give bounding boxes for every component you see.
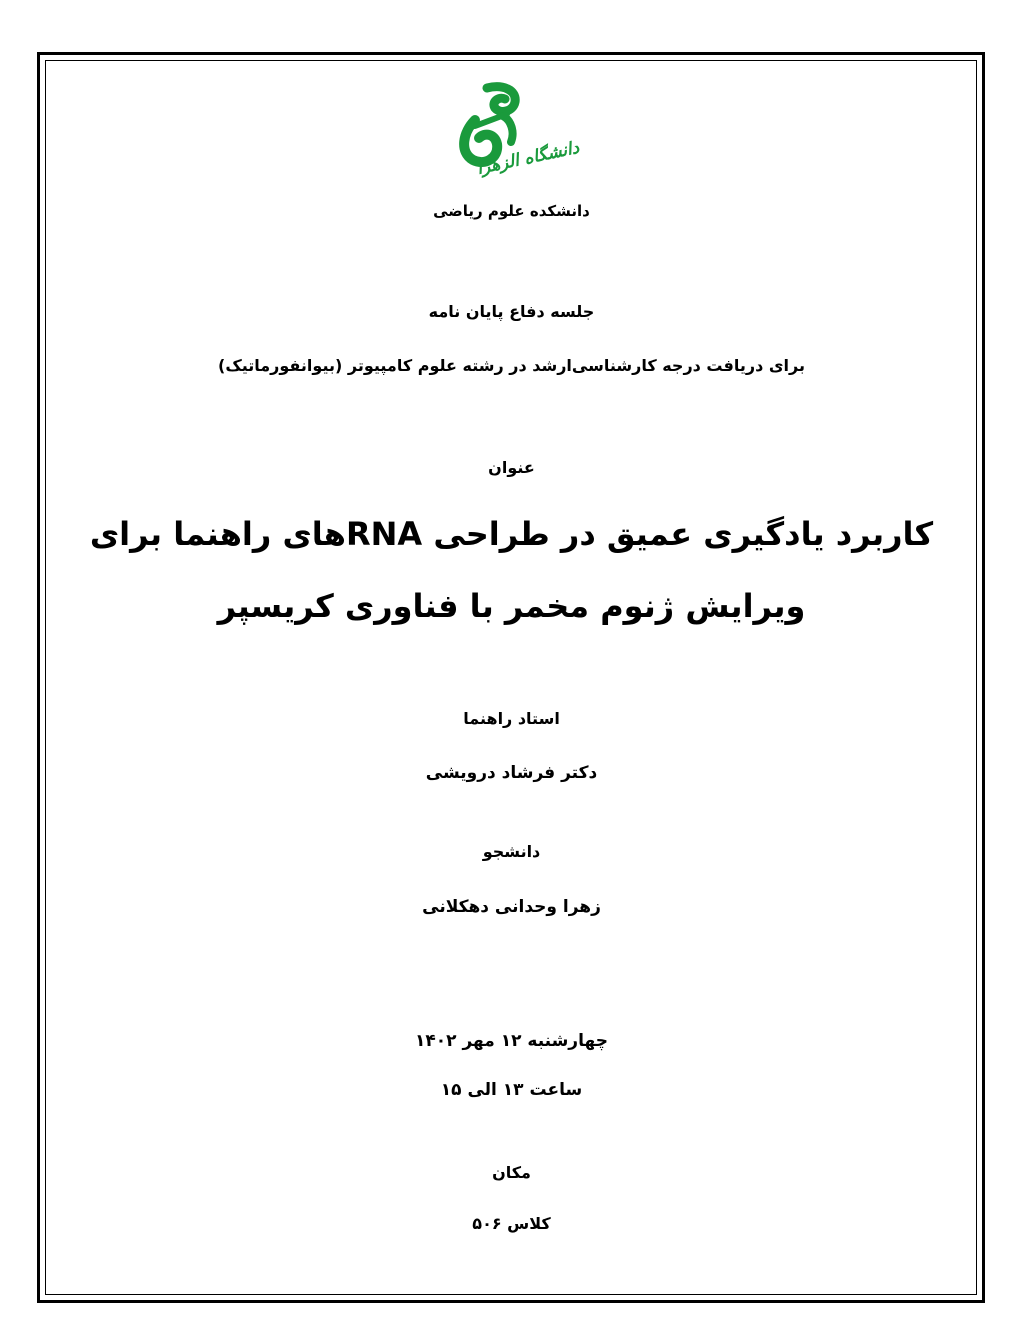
inner-border xyxy=(45,60,977,1295)
thesis-title-line-1: کاربرد یادگیری عمیق در طراحی RNAهای راهنما برای xyxy=(89,515,934,553)
student-name: زهرا وحدانی دهکلانی xyxy=(422,897,601,917)
defense-time: ساعت ۱۳ الی ۱۵ xyxy=(440,1080,583,1100)
advisor-label: استاد راهنما xyxy=(463,709,560,728)
university-logo xyxy=(445,80,585,190)
defense-date: چهارشنبه ۱۲ مهر ۱۴۰۲ xyxy=(415,1031,608,1051)
student-label: دانشجو xyxy=(482,842,541,861)
logo-wordmark: دانشگاه الزهرا xyxy=(475,137,581,179)
title-label: عنوان xyxy=(488,458,535,477)
degree-line: برای دریافت درجه کارشناسی‌ارشد در رشته علوم کامپیوتر (بیوانفورماتیک) xyxy=(218,356,805,375)
advisor-name: دکتر فرشاد درویشی xyxy=(425,763,598,783)
faculty-name: دانشکده علوم ریاضی xyxy=(433,202,590,220)
location-place: کلاس ۵۰۶ xyxy=(472,1214,551,1233)
session-heading: جلسه دفاع پایان نامه xyxy=(428,302,595,321)
location-label: مکان xyxy=(492,1163,531,1182)
thesis-title-line-2: ویرایش ژنوم مخمر با فناوری کریسپر xyxy=(217,587,806,625)
